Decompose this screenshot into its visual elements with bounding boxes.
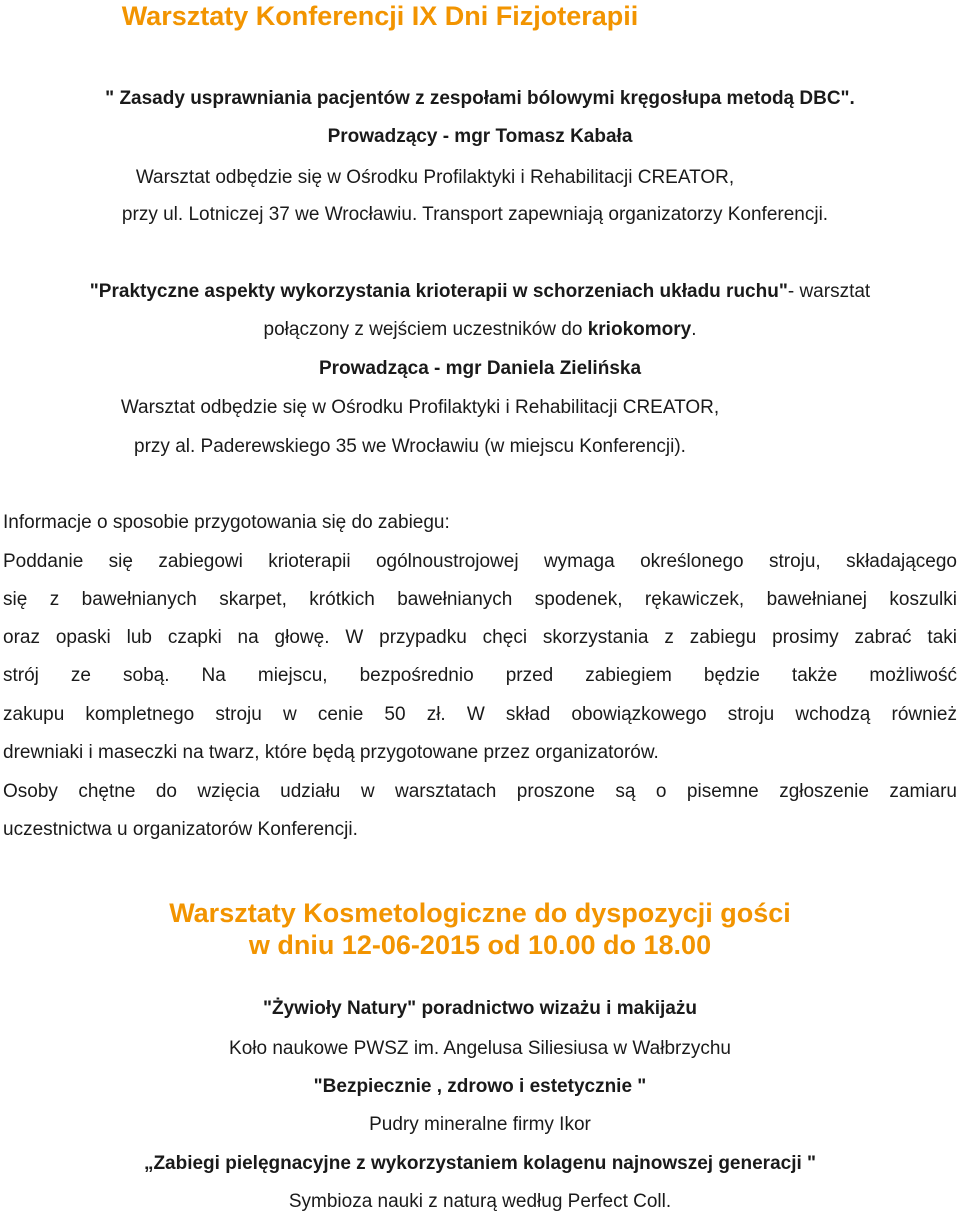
info-line: Poddanie się zabiegowi krioterapii ogólnoustrojowej wymaga określonego stroju, składającego [3,551,957,572]
workshop1-leader: Prowadzący - mgr Tomasz Kabała [327,126,633,147]
info-line: Osoby chętne do wzięcia udziału w warsztatach proszone są o pisemne zgłoszenie zamiaru [3,781,957,802]
workshop2-venue-line2: przy al. Paderewskiego 35 we Wrocławiu (w miejscu Konferencji). [134,436,686,457]
item-title: "Żywioły Natury" poradnictwo wizażu i makijażu [263,998,697,1019]
item-subtitle: Symbioza nauki z naturą według Perfect Coll. [288,1191,672,1212]
workshop2-title-rest: - warsztat [787,281,871,302]
workshop1-venue-line2: przy ul. Lotniczej 37 we Wrocławiu. Transport zapewniają organizatorzy Konferencji. [121,204,829,225]
info-line: strój ze sobą. Na miejscu, bezpośrednio przed zabiegiem będzie także możliwość [3,665,957,686]
workshop2-line2-suffix: . [691,319,697,340]
workshop2-line2 [0,318,960,342]
item-title: „Zabiegi pielęgnacyjne z wykorzystaniem kolagenu najnowszej generacji " [143,1153,817,1174]
info-heading: Informacje o sposobie przygotowania się do zabiegu: [3,512,450,533]
section2-title-line1: Warsztaty Kosmetologiczne do dyspozycji gości [169,898,791,928]
item-subtitle: Koło naukowe PWSZ im. Angelusa Siliesiusa w Wałbrzychu [229,1038,731,1059]
page-title: Warsztaty Konferencji IX Dni Fizjoterapii [121,1,639,31]
workshop2-venue-line1: Warsztat odbędzie się w Ośrodku Profilaktyki i Rehabilitacji CREATOR, [120,397,720,418]
info-line: oraz opaski lub czapki na głowę. W przypadku chęci skorzystania z zabiegu prosimy zabrać taki [3,627,957,648]
workshop2-line2-prefix: połączony z wejściem uczestników do [263,319,588,340]
workshop1-title: " Zasady usprawniania pacjentów z zespołami bólowymi kręgosłupa metodą DBC". [105,88,855,109]
workshop2-line2-bold: kriokomory [587,319,692,340]
section2-title-line2: w dniu 12-06-2015 od 10.00 do 18.00 [248,930,712,960]
workshop2-leader: Prowadząca - mgr Daniela Zielińska [318,358,642,379]
item-title: "Bezpiecznie , zdrowo i estetycznie " [313,1076,647,1097]
item-subtitle: Pudry mineralne firmy Ikor [369,1114,591,1135]
info-line: uczestnictwa u organizatorów Konferencji. [3,819,358,840]
info-line: drewniaki i maseczki na twarz, które będą przygotowane przez organizatorów. [3,742,659,763]
info-line: zakupu kompletnego stroju w cenie 50 zł. W skład obowiązkowego stroju wchodzą również [3,704,957,725]
info-line: się z bawełnianych skarpet, krótkich bawełnianych spodenek, rękawiczek, bawełnianej koszulki [3,589,957,610]
workshop2-title-bold: "Praktyczne aspekty wykorzystania krioterapii w schorzeniach układu ruchu" [89,281,788,302]
workshop2-title [0,280,960,304]
workshop1-venue-line1: Warsztat odbędzie się w Ośrodku Profilaktyki i Rehabilitacji CREATOR, [135,167,735,188]
